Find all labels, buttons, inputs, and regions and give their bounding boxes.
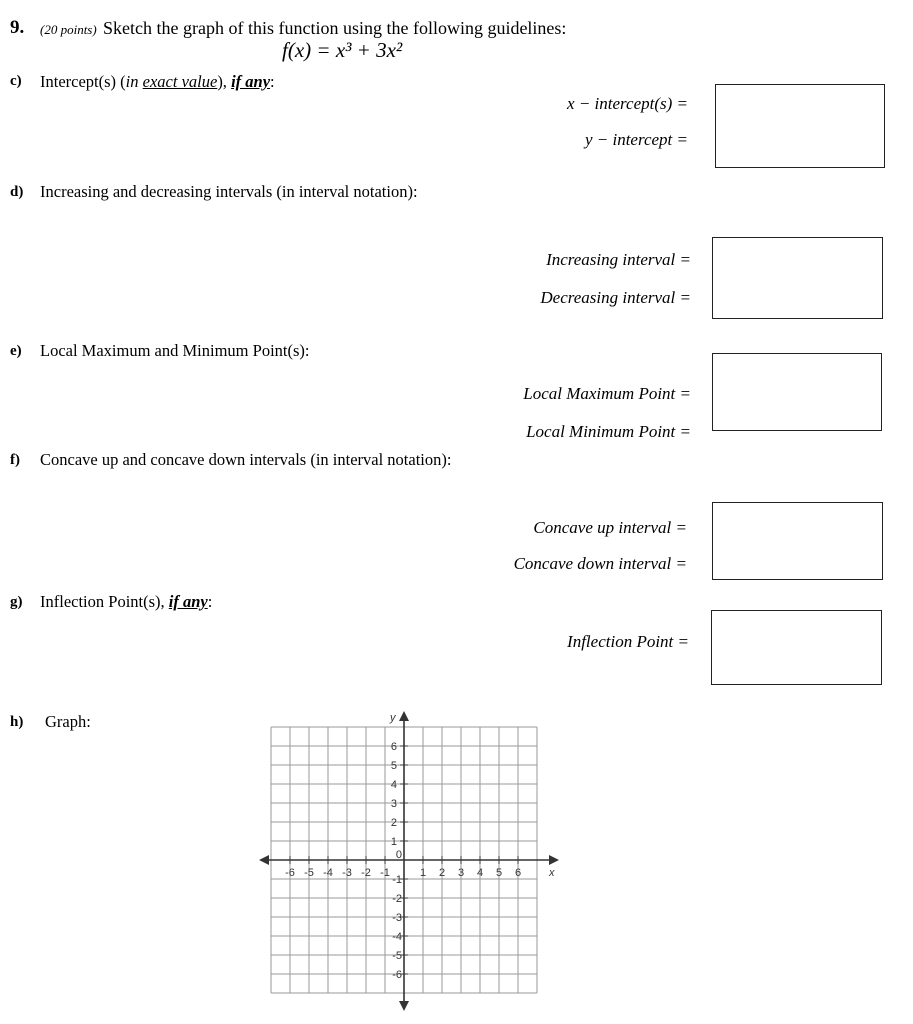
x-tick-label: -5 <box>304 867 314 879</box>
inflection-answer-box[interactable] <box>711 610 882 685</box>
part-c-exact-value: exact value <box>142 72 218 91</box>
x-tick-label: -4 <box>323 867 333 879</box>
part-f-heading: Concave up and concave down intervals (in interval notation): <box>40 450 452 469</box>
y-tick-label: 2 <box>390 817 397 829</box>
part-c-label: c) <box>10 73 22 89</box>
part-h-heading: Graph: <box>45 712 91 731</box>
part-d-label: d) <box>10 184 24 200</box>
part-c-heading <box>40 72 275 92</box>
concave-up-label: Concave up interval = <box>533 518 687 537</box>
x-tick-label: 6 <box>514 867 522 879</box>
inflection-point-label: Inflection Point = <box>567 632 689 651</box>
part-c-text: Intercept(s) <box>40 72 121 91</box>
decreasing-interval-label: Decreasing interval = <box>540 288 691 307</box>
part-g-heading <box>40 592 212 612</box>
y-tick-label: 5 <box>390 760 397 772</box>
local-minimum-label: Local Minimum Point = <box>526 422 691 441</box>
part-c-paren-in: in <box>125 72 143 91</box>
concave-down-label: Concave down interval = <box>513 554 687 573</box>
x-tick-label: 5 <box>495 867 503 879</box>
axes <box>259 711 559 1011</box>
tick-labels <box>285 712 555 981</box>
part-g-text: Inflection Point(s), <box>40 592 169 611</box>
concavity-answer-box[interactable] <box>712 502 883 580</box>
y-tick-label: -6 <box>392 969 402 981</box>
x-axis-label: x <box>549 867 555 879</box>
x-tick-label: 2 <box>438 867 446 879</box>
local-maximum-label: Local Maximum Point = <box>523 384 691 403</box>
x-axis-arrow-right <box>549 855 559 865</box>
y-axis-arrow-up <box>399 711 409 721</box>
part-c-colon: : <box>270 72 275 91</box>
question-points: (20 points) <box>40 22 97 37</box>
y-tick-label: -1 <box>392 874 402 886</box>
intervals-answer-box[interactable] <box>712 237 883 319</box>
increasing-interval-label: Increasing interval = <box>546 250 691 269</box>
part-c-if-any: if any <box>231 72 271 91</box>
x-tick-label: 1 <box>419 867 427 879</box>
y-tick-label: 6 <box>390 741 397 753</box>
question-number: 9. <box>10 17 25 38</box>
x-tick-label: -6 <box>285 867 295 879</box>
part-e-label: e) <box>10 343 22 359</box>
question-instruction: Sketch the graph of this function using the following guidelines: <box>103 18 567 38</box>
y-tick-label: -5 <box>392 950 402 962</box>
y-axis-label: y <box>390 712 396 724</box>
part-d-heading: Increasing and decreasing intervals (in interval notation): <box>40 182 418 201</box>
part-g-if-any: if any <box>168 592 208 611</box>
x-tick-label: 3 <box>457 867 465 879</box>
y-tick-label: -3 <box>392 912 402 924</box>
part-c-paren-open: ( <box>120 72 126 91</box>
x-tick-label: -3 <box>342 867 352 879</box>
x-intercept-label: x − intercept(s) = <box>567 94 688 113</box>
part-e-heading: Local Maximum and Minimum Point(s): <box>40 341 310 360</box>
intercepts-answer-box[interactable] <box>715 84 885 168</box>
y-tick-label: 1 <box>390 836 397 848</box>
origin-label: 0 <box>395 849 402 861</box>
y-tick-label: 4 <box>390 779 397 791</box>
x-tick-label: 4 <box>476 867 484 879</box>
part-g-label: g) <box>10 594 23 610</box>
x-tick-label: -1 <box>380 867 390 879</box>
y-tick-label: -2 <box>392 893 402 905</box>
x-axis-arrow-left <box>259 855 269 865</box>
extrema-answer-box[interactable] <box>712 353 882 431</box>
y-axis-arrow-down <box>399 1001 409 1011</box>
x-tick-label: -2 <box>361 867 371 879</box>
coordinate-grid[interactable] <box>255 708 565 1014</box>
function-formula: f(x) = x³ + 3x² <box>282 38 403 62</box>
y-tick-label: 3 <box>390 798 397 810</box>
part-g-colon: : <box>207 592 213 611</box>
part-c-paren-close: ), <box>217 72 232 91</box>
y-tick-label: -4 <box>392 931 402 943</box>
part-f-label: f) <box>10 452 20 468</box>
y-intercept-label: y − intercept = <box>584 130 688 149</box>
part-h-label: h) <box>10 714 24 730</box>
